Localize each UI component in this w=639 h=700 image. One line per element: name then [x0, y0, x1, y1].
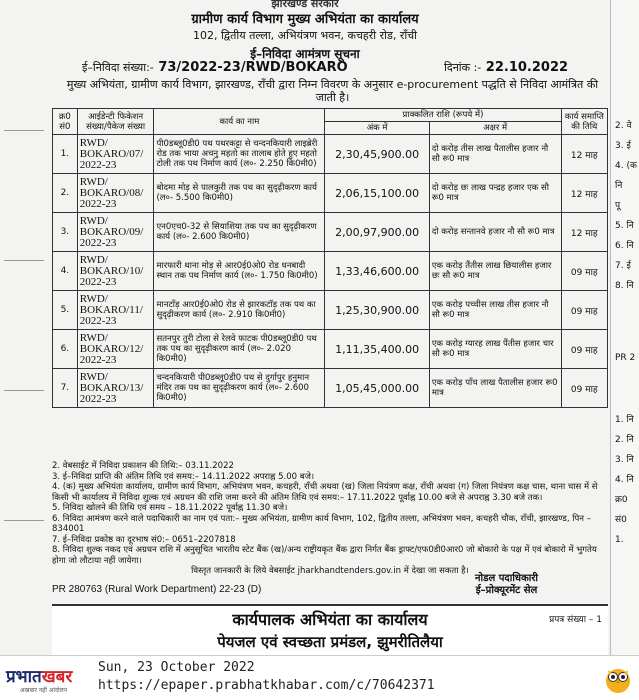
logo-accent-text: खबर	[41, 667, 73, 687]
row-amount-words: एक करोड़ तैंतीस लाख छियालीस हजार छः सौ रू0 मात्र	[429, 252, 561, 291]
table-row	[53, 291, 608, 330]
note-item: विस्तृत जानकारी के लिये वेबसाईट jharkhandtenders.gov.in में देखा जा सकता है।	[191, 566, 469, 576]
row-completion-time: 12 माह	[561, 174, 607, 213]
row-id: RWD/ BOKARO/10/ 2022-23	[77, 252, 154, 291]
tender-table	[52, 108, 608, 408]
adjacent-column-fragment: 2. वे	[615, 121, 632, 131]
header-sl: क्र0 सं0	[53, 109, 78, 135]
note-item: 2. वेबसाईट में निविदा प्रकाशन की तिथि:– 03.11.2022	[52, 461, 234, 471]
table-row	[53, 135, 608, 174]
adjacent-column-fragment: नि	[615, 181, 623, 191]
header-figures: अंक में	[325, 122, 429, 135]
row-amount: 1,05,45,000.00	[325, 369, 429, 408]
signature-line2: ई–प्रोक्यूरमेंट सेल	[475, 585, 538, 596]
row-amount-words: एक करोड़ पाँच लाख पैतालीस हजार रू0 मात्र	[429, 369, 561, 408]
owl-mascot-icon	[604, 664, 632, 694]
table-row	[53, 330, 608, 369]
row-amount: 1,25,30,900.00	[325, 291, 429, 330]
logo-tagline: अखबार नहीं आंदोलन	[20, 687, 68, 694]
row-sl: 3.	[53, 213, 78, 252]
row-id: RWD/ BOKARO/08/ 2022-23	[77, 174, 154, 213]
header-time: कार्य समाप्ति की तिथि	[561, 109, 607, 135]
row-completion-time: 09 माह	[561, 252, 607, 291]
row-sl: 5.	[53, 291, 78, 330]
adjacent-column-fragment: 4. नि	[615, 475, 634, 485]
adjacent-column-fragment: 1. नि	[615, 415, 634, 425]
row-work-name: सतनपुर तुरी टोला से रेलवे फाटक पी0डब्लू0डी0 पथ तक पथ का सुदृढ़ीकरण कार्य (ल०- 2.020 कि0मी0)	[154, 330, 325, 369]
row-sl: 1.	[53, 135, 78, 174]
header-id: आईडेन्टी फिकेशन संख्या/पैकेज संख्या	[77, 109, 154, 135]
row-amount: 1,33,46,600.00	[325, 252, 429, 291]
edition-date: Sun, 23 October 2022	[98, 660, 255, 675]
row-amount-words: दो करोड़ सन्तानवे हजार नौ सौ रू0 मात्र	[429, 213, 561, 252]
row-id: RWD/ BOKARO/11/ 2022-23	[77, 291, 154, 330]
tender-number-label: ई–निविदा संख्या:-	[82, 61, 154, 74]
note-item: 6. निविदा आमंत्रण करने वाले पदाधिकारी का नाम एवं पता:– मुख्य अभियंता, ग्रामीण कार्य विभाग, 102, द्वितीय तल्ला, अभियंत्रण भवन, कचहरी चौक, राँची, झारखण्ड, पिन – 834001	[52, 513, 591, 534]
row-id: RWD/ BOKARO/13/ 2022-23	[77, 369, 154, 408]
tender-date-label: दिनांक :-	[444, 61, 482, 74]
prabhat-khabar-logo[interactable]	[6, 664, 72, 687]
table-row	[53, 369, 608, 408]
adjacent-column-fragment: 2. नि	[615, 435, 634, 445]
header-amount: प्राक्कलित राशि (रूपये में)	[325, 109, 561, 122]
table-row	[53, 174, 608, 213]
row-amount-words: दो करोड़ छः लाख पन्द्रह हजार एक सौ रू0 मात्र	[429, 174, 561, 213]
row-id: RWD/ BOKARO/09/ 2022-23	[77, 213, 154, 252]
row-completion-time: 12 माह	[561, 213, 607, 252]
pr-number: PR 280763 (Rural Work Department) 22-23 (D)	[52, 584, 262, 595]
row-work-name: एन0एच0-32 से सियाशिया तक पथ का सुदृढ़ीकरण कार्य (ल०- 2.600 कि0मी0)	[154, 213, 325, 252]
row-completion-time: 12 माह	[561, 135, 607, 174]
row-amount: 2,00,97,900.00	[325, 213, 429, 252]
adjacent-column-fragment: सं0	[615, 515, 627, 525]
row-amount: 2,30,45,900.00	[325, 135, 429, 174]
table-row	[53, 213, 608, 252]
adjacent-column-fragment: 3. ई	[615, 141, 631, 151]
table-row	[53, 252, 608, 291]
row-sl: 6.	[53, 330, 78, 369]
header-name: कार्य का नाम	[154, 109, 325, 135]
signature-block	[475, 573, 538, 597]
intro-text: मुख्य अभियंता, ग्रामीण कार्य विभाग, झारखण्ड, राँची द्वारा निम्न विवरण के अनुसार e-procurement पद्धति से निविदा आमंत्रित की जाती है।	[66, 78, 599, 104]
office-address: 102, द्वितीय तल्ला, अभियंत्रण भवन, कचहरी रोड, राँची	[192, 29, 418, 42]
adjacent-column-fragment: क्र0	[615, 495, 628, 505]
office-heading: ग्रामीण कार्य विभाग मुख्य अभियंता का कार्यालय	[191, 12, 419, 27]
row-work-name: मारफारी थाना मोड़ से आर0ई0ओ0 रोड धनबादी स्थान तक पथ निर्माण कार्य (ल०- 1.750 कि0मी0)	[154, 252, 325, 291]
notice-title: ई–निविदा आमंत्रण सूचना	[250, 47, 360, 61]
tender-number-line	[82, 60, 348, 75]
row-amount: 1,11,35,400.00	[325, 330, 429, 369]
note-item: 3. ई–निविदा प्राप्ति की अंतिम तिथि एवं समय:– 14.11.2022 अपराह्न 5.00 बजे।	[52, 471, 315, 482]
note-item: 7. ई–निविदा प्रकोष्ठ का दूरभाष सं0:– 0651–2207818	[52, 534, 236, 545]
left-margin-strip	[0, 0, 48, 655]
adjacent-column-fragment: 5. नि	[615, 221, 634, 231]
row-completion-time: 09 माह	[561, 330, 607, 369]
row-work-name: चन्दनकियारी पी0डब्लू0डी0 पथ से दुर्गापुर हनुमान मंदिर तक पथ का सुदृढ़ीकरण कार्य (ल०- 2.600 कि0मी0)	[154, 369, 325, 408]
next-ad-banner	[52, 604, 608, 655]
row-completion-time: 09 माह	[561, 369, 607, 408]
notes-section	[52, 461, 608, 577]
adjacent-column-strip	[610, 0, 639, 655]
adjacent-column-fragment: 8. नि	[615, 281, 634, 291]
row-id: RWD/ BOKARO/12/ 2022-23	[77, 330, 154, 369]
row-amount-words: एक करोड़ पच्चीस लाख तीस हजार नौ सौ रू0 मात्र	[429, 291, 561, 330]
banner-subtitle: पेयजल एवं स्वच्छता प्रमंडल, झुमरीतिलैया	[217, 633, 443, 651]
adjacent-column-fragment: 7. ई	[615, 261, 631, 271]
banner-title: कार्यपालक अभियंता का कार्यालय	[232, 610, 428, 629]
row-amount-words: एक करोड़ ग्यारह लाख पैंतीस हजार चार सौ रू0 मात्र	[429, 330, 561, 369]
header-words: अक्षर में	[429, 122, 561, 135]
tender-date-line	[444, 60, 568, 75]
row-completion-time: 09 माह	[561, 291, 607, 330]
adjacent-column-fragment: PR 2	[615, 353, 636, 363]
row-id: RWD/ BOKARO/07/ 2022-23	[77, 135, 154, 174]
adjacent-column-fragment: 3. नि	[615, 455, 634, 465]
note-item: 8. निविदा शुल्क नकद एवं अग्रधन राशि में अनुसूचित भारतीय स्टेट बैंक (ख)/अन्य राष्ट्रीयकृत बैंक द्वारा निर्गत बैंक ड्राफ्ट/एफ0डी0आर0 जो बोकारो के पक्ष में एवं बोकारो में भुगतेय होगा जो लौटाया नहीं जायेगा।	[52, 545, 597, 566]
tender-number: 73/2022-23/RWD/BOKARO	[158, 60, 348, 75]
row-work-name: पी0डब्लू0डी0 पथ पथरकट्टा से चन्दनकियारी लाइब्रेरी रोड तक भाया अचनु महतो का तालाब होते हुए महतो टोली तक पथ निर्माण कार्य (ल०- 2.250 कि0मी0)	[154, 135, 325, 174]
adjacent-column-fragment: 6. नि	[615, 241, 634, 251]
adjacent-column-fragment: पू	[615, 201, 621, 211]
note-item: 4. (क) मुख्य अभियंता कार्यालय, ग्रामीण कार्य विभाग, अभियंत्रण भवन, कचहरी, राँची अथवा (ख) जिला नियंत्रण कक्ष, राँची अथवा (ग) जिला नियंत्रण कक्ष चास, थाना चास में से किसी भी कार्यालय में निविदा शुल्क एवं अग्रधन की राशि जमा करने की अंतिम तिथि एवं समय:– 17.11.2022 पूर्वाह्न 10.00 बजे से अपराह्न 3.30 बजे तक।	[52, 482, 598, 503]
row-sl: 2.	[53, 174, 78, 213]
row-sl: 4.	[53, 252, 78, 291]
tender-date: 22.10.2022	[485, 60, 569, 75]
row-amount: 2,06,15,100.00	[325, 174, 429, 213]
row-work-name: मानटाँड़ आर0ई0ओ0 रोड से झारकटॉड़ तक पथ का सुदृढ़ीकरण कार्य (ल०- 2.910 कि0मी0)	[154, 291, 325, 330]
epaper-footer	[0, 655, 639, 700]
adjacent-column-fragment: 4. (क	[615, 161, 637, 171]
epaper-url[interactable]: https://epaper.prabhatkhabar.com/c/70642371	[98, 678, 435, 693]
row-sl: 7.	[53, 369, 78, 408]
signature-line1: नोडल पदाधिकारी	[475, 573, 539, 584]
govt-heading: झारखण्ड सरकार	[271, 0, 339, 10]
row-work-name: बोदमा मोड़ से पालकुरी तक पथ का सुदृढ़ीकरण कार्य (ल०- 5.500 कि0मी0)	[154, 174, 325, 213]
row-amount-words: दो करोड़ तीस लाख पैतालीस हजार नौ सौ रू0 मात्र	[429, 135, 561, 174]
adjacent-column-fragment: 1.	[615, 535, 624, 545]
logo-main-text: प्रभात	[6, 667, 42, 687]
banner-number: प्रपत्र संख्या – 1	[549, 615, 602, 625]
note-item: 5. निविदा खोलने की तिथि एवं समय – 18.11.2022 पूर्वाह्न 11.30 बजे।	[52, 503, 288, 513]
